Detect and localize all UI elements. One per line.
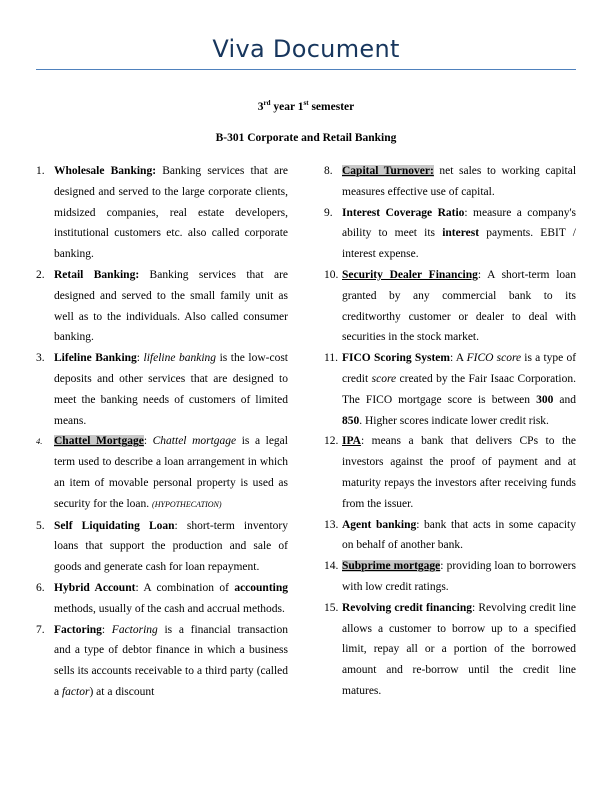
item-text: Banking services that are designed and served to the small family unit as well as to the individuals. Also called consumer banking. <box>54 268 288 344</box>
item-text: : <box>136 352 144 365</box>
list-item <box>324 203 576 265</box>
item-text: : means a bank that delivers CPs to the investors against the proof of payment and at maturity repays the investors after receiving funds from the issuer. <box>342 435 576 510</box>
item-number: 15. <box>324 601 339 614</box>
list-item <box>324 515 576 557</box>
year-text: year <box>270 101 298 113</box>
item-text: : A combination of <box>135 581 235 594</box>
item-term: Chattel Mortgage <box>54 435 144 448</box>
item-text: created by the Fair Isaac Corporation. The FICO mortgage score is between <box>342 372 576 406</box>
item-number: 11. <box>324 352 338 365</box>
item-text: and <box>553 393 576 406</box>
item-term: Agent banking <box>342 518 417 531</box>
item-italic: lifeline banking <box>143 352 217 365</box>
semester-heading <box>0 101 612 113</box>
item-number: 8. <box>324 165 333 177</box>
item-term: Factoring <box>54 623 102 636</box>
item-number: 13. <box>324 518 339 531</box>
item-number: 7. <box>36 623 45 636</box>
item-term: Security Dealer Financing <box>342 268 478 281</box>
semester-suffix: st <box>303 99 309 108</box>
list-item <box>324 265 576 348</box>
item-text: Banking services that are designed and served to the large corporate clients, midsized companies, real estate developers, institutional customers etc. also called corporate banking. <box>54 165 288 261</box>
item-text: is a financial transaction and a type of debtor finance in which a business sells its accounts receivable to a third party (called a <box>54 623 288 698</box>
item-text: : measure a company's ability to meet its <box>342 206 576 240</box>
item-number: 6. <box>36 581 45 594</box>
list-item <box>324 598 576 702</box>
item-italic: FICO score <box>466 352 522 365</box>
item-text: : A <box>449 352 467 365</box>
list-item <box>36 431 288 515</box>
item-note: (HYPOTHECATION) <box>152 499 222 509</box>
item-number: 4. <box>36 436 43 447</box>
item-term: Wholesale Banking: <box>54 165 157 177</box>
right-column <box>324 161 576 702</box>
item-number: 1. <box>36 165 45 177</box>
list-item <box>36 516 288 578</box>
list-item <box>36 161 288 265</box>
item-text: methods, usually of the cash and accrual methods. <box>54 602 285 615</box>
item-text: : providing loan to borrowers with low credit ratings. <box>342 560 576 593</box>
item-term: Lifeline Banking <box>54 352 137 365</box>
item-number: 3. <box>36 352 45 365</box>
year-suffix: rd <box>263 99 271 108</box>
item-number: 14. <box>324 560 339 573</box>
list-item <box>36 265 288 348</box>
item-term: Interest Coverage Ratio <box>342 206 465 219</box>
item-text: : <box>101 623 112 636</box>
list-item <box>36 348 288 431</box>
item-term: Revolving credit financing <box>342 601 473 614</box>
item-text: : bank that acts in some capacity on behalf of another bank. <box>342 518 577 552</box>
list-item <box>36 620 288 703</box>
item-text: net sales to working capital measures effective use of capital. <box>342 165 577 198</box>
item-term: IPA <box>342 435 361 448</box>
item-text: is the low-cost deposits and other services that are designed to meet the banking needs of customers of limited means. <box>54 352 288 427</box>
title-divider <box>36 69 576 70</box>
item-term: Retail Banking: <box>54 268 140 281</box>
item-term: Hybrid Account <box>54 581 136 594</box>
item-number: 10. <box>324 268 339 281</box>
item-text: is a type of credit <box>342 352 577 385</box>
semester-number: 1 <box>297 101 304 113</box>
item-term: FICO Scoring System <box>342 352 450 365</box>
item-italic: factor <box>61 685 90 698</box>
year-number: 3 <box>257 101 264 113</box>
item-number: 9. <box>324 206 333 219</box>
item-number: 2. <box>36 268 45 281</box>
list-item <box>36 578 288 620</box>
item-bold: interest <box>442 227 480 240</box>
item-text: : <box>143 435 153 448</box>
list-item <box>324 431 576 514</box>
item-text: : A short-term loan granted by any commercial bank to its creditworthy customer or dealer to deal with securities in the stock market. <box>342 268 576 344</box>
item-italic: Factoring <box>111 623 158 636</box>
list-item <box>324 556 576 598</box>
document-title: Viva Document <box>212 35 400 63</box>
item-text: payments. EBIT / interest expense. <box>342 227 576 261</box>
item-term: Capital Turnover: <box>342 165 434 177</box>
item-text: ) at a discount <box>89 685 155 698</box>
item-bold: 850 <box>342 414 360 427</box>
left-column <box>36 161 288 703</box>
item-italic: score <box>371 372 397 385</box>
item-bold: accounting <box>234 581 288 594</box>
semester-text: semester <box>308 101 355 113</box>
item-bold: 300 <box>536 393 554 406</box>
item-italic: Chattel mortgage <box>152 435 237 448</box>
item-number: 5. <box>36 519 45 532</box>
course-heading: B-301 Corporate and Retail Banking <box>215 132 397 144</box>
item-number: 12. <box>324 435 339 448</box>
item-term: Self Liquidating Loan <box>54 519 175 532</box>
item-text: : short-term inventory loans that support the production and sale of goods and generate cash for loan repayment. <box>54 519 288 574</box>
item-text: : Revolving credit line allows a customer to borrow up to a specified limit, repay all or a portion of the borrowed amount and re-borrow until the credit line matures. <box>342 601 576 697</box>
list-item <box>324 348 576 431</box>
item-text: . Higher scores indicate lower credit risk. <box>359 414 549 427</box>
list-item <box>324 161 576 203</box>
item-term: Subprime mortgage <box>342 560 441 573</box>
item-text: is a legal term used to describe a loan arrangement in which an item of movable personal property is used as security for the loan. <box>54 435 288 510</box>
